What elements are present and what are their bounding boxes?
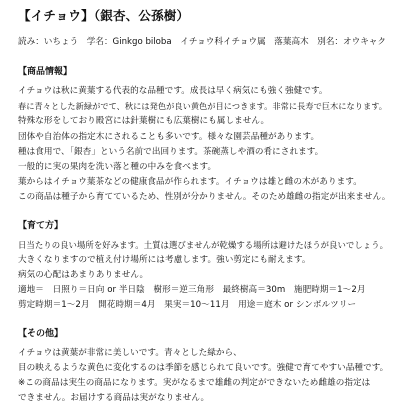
- section-heading: 【商品情報】: [18, 67, 73, 77]
- section-how-to-grow: [18, 220, 390, 314]
- plant-names-line: 読み：いちょう 学名：Ginkgo biloba イチョウ科イチョウ属 落葉高木 別名：オウキャク: [18, 37, 386, 47]
- text-line: 大きくなりますので植え付け場所には考慮します。強い剪定にも耐えます。: [18, 254, 311, 265]
- text-line: 団体や自治体の指定木にされることも多いです。様々な園芸品種があります。: [18, 131, 320, 142]
- section-other: [18, 328, 390, 406]
- page-title: 【イチョウ】（銀杏、公孫樹）: [18, 8, 190, 23]
- text-line: 剪定時期＝1～2月 開花時期＝4月 果実＝10～11月 用途＝庭木 or シンボルツリー: [18, 300, 357, 311]
- text-line: この商品は種子から育てているため、性別が分かりません。そのため雄雌の指定が出来ません。: [18, 192, 391, 203]
- text-line: 適地＝ 日照り＝日向 or 半日陰 樹形＝逆三角形 最終樹高＝30m 施肥時期＝1～2月: [18, 285, 366, 296]
- text-line: イチョウは秋に黄葉する代表的な品種です。成長は早く病気にも強く強健です。: [18, 86, 328, 96]
- text-line: 特殊な形をしており殿宮には針葉樹にも広葉樹にも属しません。: [18, 116, 270, 127]
- text-line: できません。お届けする商品は実がなりません。: [18, 393, 210, 404]
- text-line: 種は食用で、「銀杏」という名前で出回ります。茶碗蒸しや酒の肴にされます。: [18, 146, 324, 157]
- section-heading: 【育て方】: [18, 220, 64, 231]
- text-line: 春に青々とした新緑がでて、秋には発色が良い黄色が目につきます。非常に長寿で巨木になります。: [18, 101, 388, 112]
- text-line: 日当たりの良い場所を好みます。土質は選びませんが乾燥する場所は避けたほうが良いでしょう。: [18, 239, 389, 250]
- text-line: 一般的に実の果肉を洗い落と種の中みを食べます。: [18, 162, 217, 173]
- text-line: イチョウは黄葉が非常に美しいです。青々とした緑から、: [18, 347, 242, 358]
- section-heading: 【その他】: [18, 328, 64, 339]
- text-line: 目の映えるような黄色に変化するのは季節を感じられて良いです。強健で育てやすい品種です。: [18, 362, 389, 373]
- section-product-info: [18, 66, 390, 206]
- text-line: 病気の心配はあまりありません。: [18, 270, 149, 281]
- text-line: 葉からはイチョウ葉茶などの健康食品が作られます。イチョウは雄と雌の木があります。: [18, 177, 362, 188]
- text-line: ※この商品は実生の商品になります。実がなるまで雄雌の判定ができないため雌雄の指定は: [18, 378, 371, 389]
